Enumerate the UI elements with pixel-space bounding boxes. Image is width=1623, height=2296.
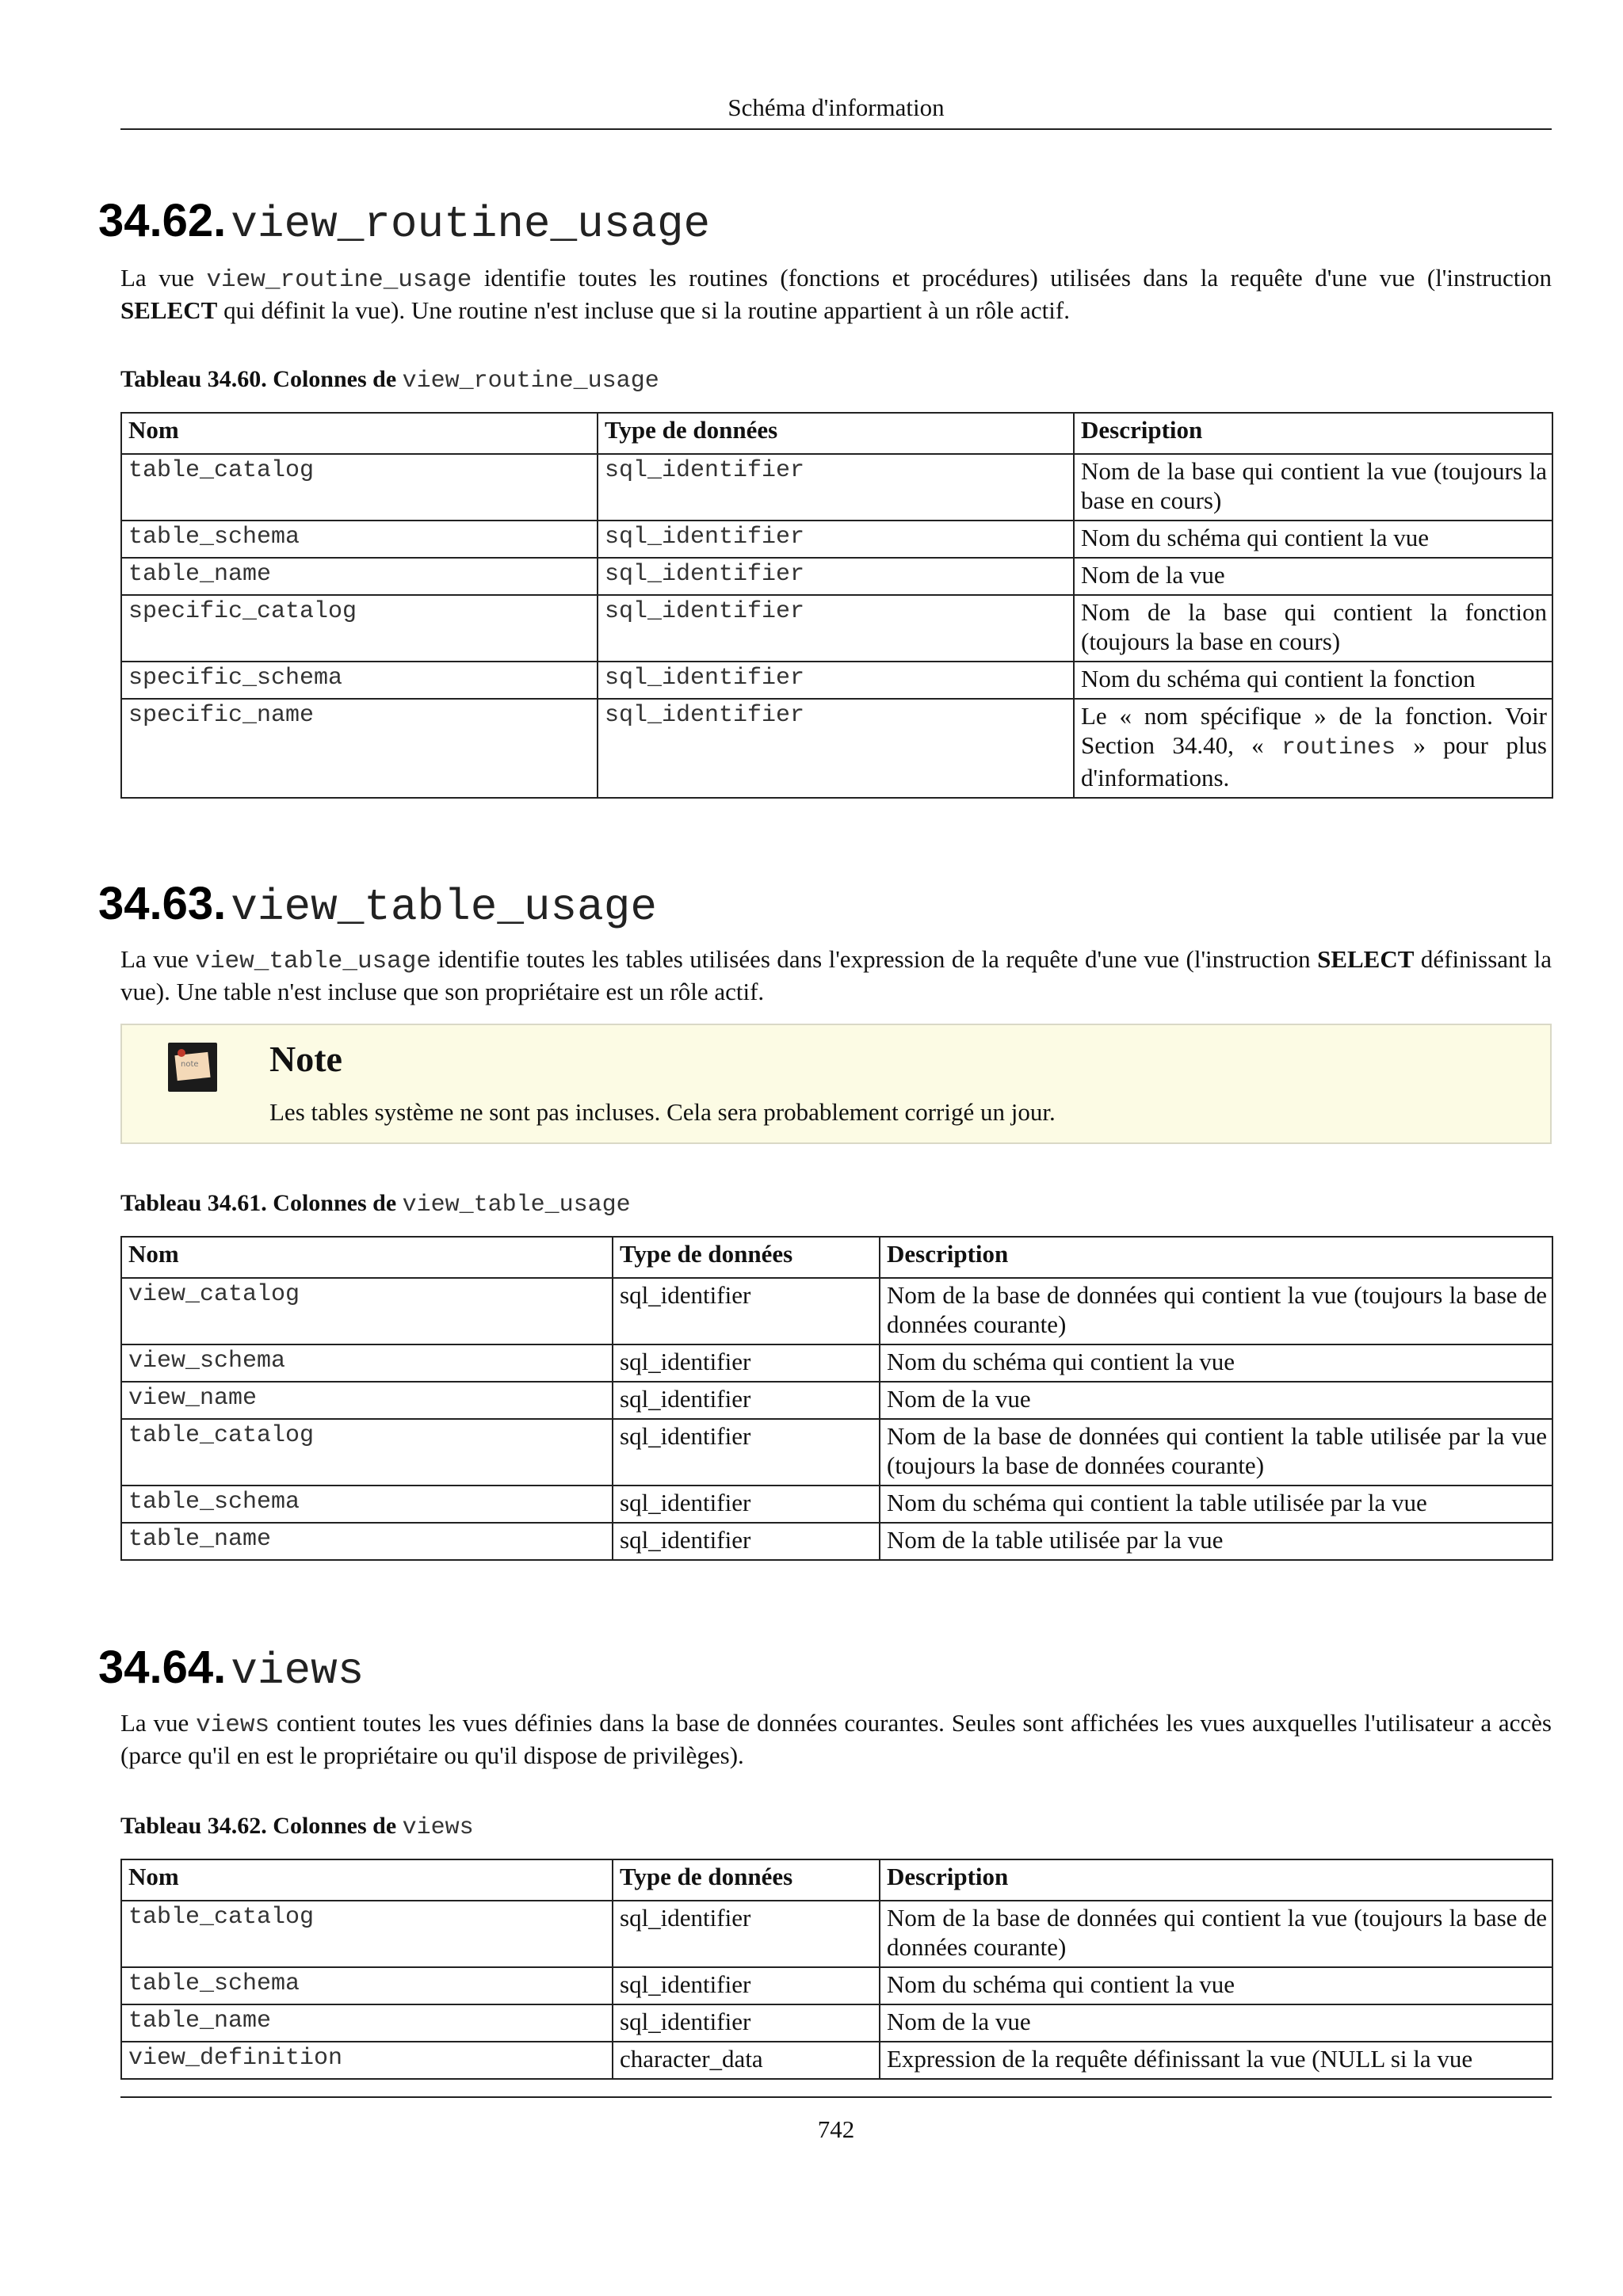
table-header-row — [121, 1859, 1552, 1901]
caption-label: Tableau 34.60. Colonnes de — [120, 366, 403, 392]
column-header: Type de données — [598, 413, 1074, 454]
caption-code: view_table_usage — [402, 1192, 631, 1219]
cell-type: sql_identifier — [613, 1382, 880, 1419]
section-number: 34.62. — [98, 195, 227, 246]
intro-keyword: SELECT — [120, 296, 218, 324]
table-row — [121, 454, 1552, 521]
column-header: Nom — [121, 1859, 613, 1901]
cell-type: sql_identifier — [598, 595, 1074, 662]
columns-table-views — [120, 1859, 1553, 2080]
table-row — [121, 1344, 1552, 1382]
table-row — [121, 2004, 1552, 2042]
cell-name: view_catalog — [121, 1278, 613, 1344]
routines-link[interactable]: routines — [1281, 734, 1396, 761]
cell-description: Nom de la vue — [880, 1382, 1552, 1419]
section-code: view_table_usage — [231, 882, 657, 933]
header-rule — [120, 128, 1552, 130]
section-code: view_routine_usage — [231, 199, 711, 250]
note-icon-label: note — [181, 1060, 199, 1069]
cell-type: sql_identifier — [613, 1486, 880, 1523]
cell-description — [1074, 699, 1552, 798]
cell-description: Nom du schéma qui contient la table utilisée par la vue — [880, 1486, 1552, 1523]
cell-description: Nom du schéma qui contient la vue — [880, 1344, 1552, 1382]
column-header: Nom — [121, 413, 598, 454]
columns-table-view-table-usage — [120, 1236, 1553, 1561]
caption-label: Tableau 34.61. Colonnes de — [120, 1190, 403, 1216]
cell-type: sql_identifier — [598, 521, 1074, 558]
cell-name: specific_name — [121, 699, 598, 798]
section-title-view-routine-usage — [98, 195, 711, 250]
intro-text: identifie toutes les tables utilisées dans l'expression de la requête d'une vue (l'instruction — [431, 945, 1318, 973]
note-icon — [168, 1043, 217, 1092]
table-row — [121, 662, 1552, 699]
running-header: Schéma d'information — [727, 93, 945, 121]
section-title-view-table-usage — [98, 878, 657, 933]
cell-type: sql_identifier — [613, 1278, 880, 1344]
cell-type: sql_identifier — [613, 1967, 880, 2004]
intro-code: view_table_usage — [195, 948, 431, 975]
table-row — [121, 521, 1552, 558]
intro-text: La vue — [120, 1709, 197, 1737]
table-caption — [120, 366, 659, 395]
table-header-row — [121, 413, 1552, 454]
cell-description: Nom de la base qui contient la fonction (toujours la base en cours) — [1074, 595, 1552, 662]
cell-type: sql_identifier — [613, 1523, 880, 1560]
intro-text: définissant la vue). Une table n'est incluse que son propriétaire est un rôle actif. — [120, 945, 1552, 1005]
table-header-row — [121, 1237, 1552, 1278]
cell-description: Nom du schéma qui contient la vue — [1074, 521, 1552, 558]
table-row — [121, 1419, 1552, 1486]
table-row — [121, 1901, 1552, 1967]
cell-type: sql_identifier — [598, 454, 1074, 521]
intro-text: contient toutes les vues définies dans la base de données courantes. Seules sont affichées les vues auxquelles l'utilisateur a accès (parce qu'il en est le propriétaire ou qu'il dispose de privilèges). — [120, 1709, 1552, 1769]
footer-rule — [120, 2096, 1552, 2098]
table-row — [121, 1382, 1552, 1419]
column-header: Description — [1074, 413, 1552, 454]
columns-table-view-routine-usage — [120, 412, 1553, 799]
table-caption — [120, 1813, 474, 1841]
column-header: Type de données — [613, 1859, 880, 1901]
cell-description: Nom de la base de données qui contient la vue (toujours la base de données courante) — [880, 1901, 1552, 1967]
table-row — [121, 558, 1552, 595]
cell-type: sql_identifier — [598, 699, 1074, 798]
cell-name: specific_catalog — [121, 595, 598, 662]
cell-description: Nom de la base de données qui contient la table utilisée par la vue (toujours la base de données courante) — [880, 1419, 1552, 1486]
intro-text: identifie toutes les routines (fonctions et procédures) utilisées dans la requête d'une vue (l'instruction — [472, 264, 1552, 292]
intro-text: La vue — [120, 264, 207, 292]
note-title: Note — [269, 1039, 342, 1079]
cell-description: Nom de la vue — [1074, 558, 1552, 595]
column-header: Nom — [121, 1237, 613, 1278]
cell-type: sql_identifier — [598, 662, 1074, 699]
description-text: Le « nom spécifique » de la fonction. Voir Section 34.40, « — [1081, 702, 1547, 759]
cell-description: Expression de la requête définissant la vue (NULL si la vue — [880, 2042, 1552, 2079]
cell-name: table_name — [121, 558, 598, 595]
cell-type: character_data — [613, 2042, 880, 2079]
table-row — [121, 1523, 1552, 1560]
intro-keyword: SELECT — [1317, 945, 1415, 973]
cell-name: table_schema — [121, 1486, 613, 1523]
section-number: 34.63. — [98, 878, 227, 929]
cell-description: Nom de la vue — [880, 2004, 1552, 2042]
caption-code: view_routine_usage — [402, 368, 659, 395]
table-row — [121, 595, 1552, 662]
cell-name: table_catalog — [121, 1901, 613, 1967]
column-header: Type de données — [613, 1237, 880, 1278]
cell-name: table_schema — [121, 521, 598, 558]
column-header: Description — [880, 1859, 1552, 1901]
table-row — [121, 1967, 1552, 2004]
caption-code: views — [402, 1814, 474, 1841]
table-row — [121, 1278, 1552, 1344]
cell-name: table_name — [121, 2004, 613, 2042]
table-row — [121, 1486, 1552, 1523]
description-text: » pour plus d'informations. — [1081, 731, 1547, 791]
caption-label: Tableau 34.62. Colonnes de — [120, 1813, 403, 1839]
cell-name: view_name — [121, 1382, 613, 1419]
section-intro — [120, 944, 1552, 1007]
column-header: Description — [880, 1237, 1552, 1278]
intro-text: La vue — [120, 945, 196, 973]
cell-name: table_catalog — [121, 454, 598, 521]
cell-type: sql_identifier — [613, 1419, 880, 1486]
table-row — [121, 699, 1552, 798]
cell-description: Nom de la base de données qui contient la vue (toujours la base de données courante) — [880, 1278, 1552, 1344]
intro-code: views — [196, 1711, 270, 1739]
note-box — [120, 1024, 1552, 1144]
cell-name: view_schema — [121, 1344, 613, 1382]
intro-text: qui définit la vue). Une routine n'est incluse que si la routine appartient à un rôle actif. — [217, 296, 1070, 324]
cell-type: sql_identifier — [613, 1344, 880, 1382]
cell-name: table_schema — [121, 1967, 613, 2004]
section-title-views — [98, 1642, 365, 1696]
section-intro — [120, 263, 1552, 326]
table-row — [121, 2042, 1552, 2079]
cell-type: sql_identifier — [598, 558, 1074, 595]
cell-name: view_definition — [121, 2042, 613, 2079]
intro-code: view_routine_usage — [206, 266, 472, 294]
section-number: 34.64. — [98, 1642, 227, 1693]
cell-name: specific_schema — [121, 662, 598, 699]
table-caption — [120, 1190, 631, 1219]
section-code: views — [231, 1646, 365, 1696]
cell-description: Nom de la table utilisée par la vue — [880, 1523, 1552, 1560]
section-intro — [120, 1708, 1552, 1771]
cell-name: table_catalog — [121, 1419, 613, 1486]
cell-description: Nom de la base qui contient la vue (toujours la base en cours) — [1074, 454, 1552, 521]
cell-type: sql_identifier — [613, 2004, 880, 2042]
page-number: 742 — [817, 2115, 855, 2143]
cell-description: Nom du schéma qui contient la fonction — [1074, 662, 1552, 699]
note-body: Les tables système ne sont pas incluses. Cela sera probablement corrigé un jour. — [269, 1098, 1056, 1126]
cell-description: Nom du schéma qui contient la vue — [880, 1967, 1552, 2004]
cell-type: sql_identifier — [613, 1901, 880, 1967]
cell-name: table_name — [121, 1523, 613, 1560]
